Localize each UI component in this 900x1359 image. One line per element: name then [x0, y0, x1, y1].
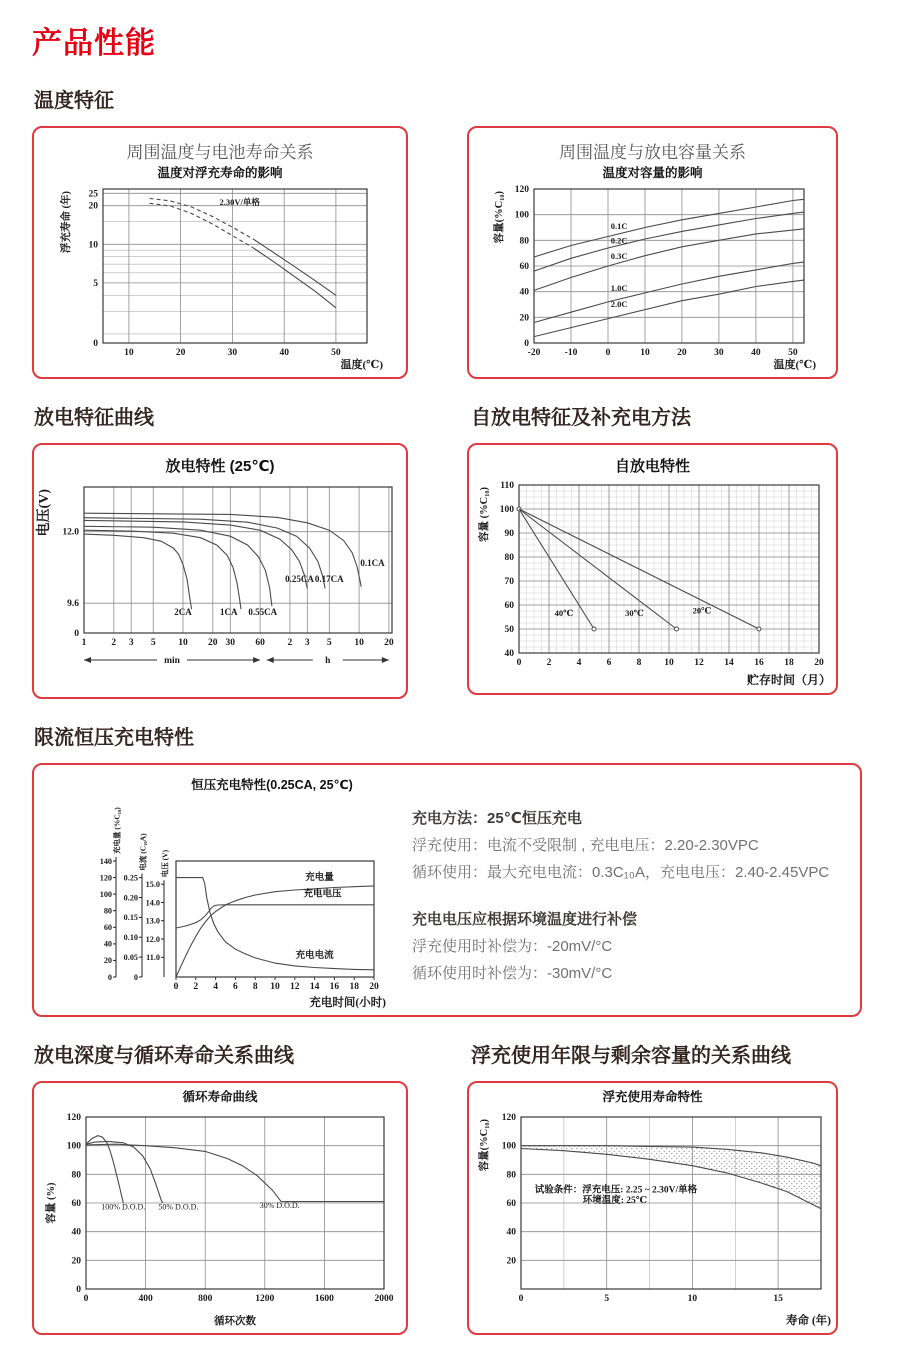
svg-text:80: 80: [519, 236, 529, 247]
svg-text:100: 100: [501, 1141, 516, 1152]
svg-text:2: 2: [193, 982, 199, 992]
svg-text:40℃: 40℃: [554, 607, 573, 618]
svg-text:60: 60: [103, 923, 112, 933]
svg-text:13.0: 13.0: [145, 916, 160, 926]
svg-text:16: 16: [753, 658, 764, 668]
svg-text:50: 50: [504, 625, 514, 635]
svg-text:0.10: 0.10: [123, 933, 138, 942]
svg-text:100: 100: [99, 889, 112, 899]
row-headings-life: [32, 1017, 865, 1081]
svg-text:20: 20: [175, 348, 186, 358]
charging-method-text: [412, 805, 829, 987]
svg-text:容量(%C₁₀): 容量(%C₁₀): [478, 1119, 490, 1172]
svg-text:18: 18: [349, 982, 359, 992]
svg-text:2: 2: [287, 638, 293, 648]
svg-text:11.0: 11.0: [146, 953, 160, 963]
svg-text:充电量 (%C₁₀): 充电量 (%C₁₀): [112, 807, 122, 854]
svg-text:10: 10: [124, 348, 134, 358]
charging-line: 循环使用时补偿为：-30mV/°C: [412, 965, 613, 982]
svg-text:20: 20: [676, 348, 687, 358]
chart-temp-capacity: [488, 181, 818, 373]
svg-text:0.20: 0.20: [123, 893, 138, 903]
svg-text:40: 40: [506, 1227, 516, 1238]
svg-text:800: 800: [198, 1294, 213, 1304]
svg-text:30℃: 30℃: [624, 607, 644, 618]
svg-text:容量 (%): 容量 (%): [46, 1182, 57, 1224]
svg-text:20: 20: [71, 1256, 81, 1267]
svg-text:120: 120: [99, 873, 112, 883]
box-title-temp-capacity: 周围温度与放电容量关系: [559, 143, 746, 162]
section-heading-discharge: 放电特征曲线: [34, 407, 154, 429]
svg-text:30: 30: [227, 348, 238, 358]
svg-text:电压(V): 电压(V): [37, 489, 52, 537]
svg-text:10: 10: [354, 638, 364, 648]
box-discharge-curves: [32, 443, 408, 699]
svg-text:2000: 2000: [374, 1294, 394, 1304]
chart-discharge-characteristics: [34, 475, 408, 693]
svg-text:20: 20: [103, 956, 112, 966]
svg-text:120: 120: [501, 1113, 516, 1123]
svg-text:0.55CA: 0.55CA: [248, 607, 278, 618]
section-heading-cycle-life: 放电深度与循环寿命关系曲线: [34, 1045, 294, 1067]
charging-line-spacer: [412, 886, 829, 906]
svg-text:1.0C: 1.0C: [610, 283, 627, 293]
svg-text:0.25: 0.25: [123, 873, 138, 883]
svg-text:0: 0: [76, 1285, 81, 1295]
svg-text:20: 20: [519, 313, 529, 324]
charging-line: 充电电压应根据环境温度进行补偿: [412, 911, 638, 928]
svg-text:20: 20: [88, 201, 98, 212]
svg-text:90: 90: [504, 529, 514, 539]
svg-text:40: 40: [750, 348, 761, 358]
svg-text:充电电压: 充电电压: [303, 889, 342, 900]
charging-chart-wrap: [52, 771, 388, 1011]
svg-text:60: 60: [71, 1199, 81, 1209]
svg-text:120: 120: [66, 1113, 81, 1123]
svg-text:100: 100: [499, 505, 514, 515]
box-cycle-life: [32, 1081, 408, 1335]
svg-text:3: 3: [128, 638, 134, 648]
svg-text:0: 0: [518, 1294, 523, 1304]
svg-text:2: 2: [546, 658, 551, 668]
svg-text:25: 25: [88, 189, 98, 200]
svg-text:环境温度: 25℃: 环境温度: 25℃: [582, 1196, 647, 1206]
svg-text:10: 10: [639, 348, 650, 358]
section-heading-charging: 限流恒压充电特性: [34, 727, 194, 749]
svg-text:80: 80: [504, 553, 514, 563]
svg-text:-20: -20: [527, 348, 540, 358]
svg-text:15.0: 15.0: [145, 880, 160, 889]
svg-text:电流 (C₁₀A): 电流 (C₁₀A): [138, 833, 148, 871]
svg-text:9.6: 9.6: [67, 599, 79, 610]
charging-line: 充电方法：25℃恒压充电: [412, 810, 582, 827]
svg-text:14.0: 14.0: [145, 898, 160, 908]
svg-text:60: 60: [255, 638, 265, 648]
svg-text:14: 14: [723, 658, 734, 668]
svg-text:0: 0: [133, 972, 138, 982]
box-float-life: [467, 1081, 838, 1335]
svg-text:60: 60: [506, 1199, 516, 1209]
svg-text:温度(℃): 温度(℃): [340, 359, 383, 371]
svg-text:循环次数: 循环次数: [214, 1316, 256, 1327]
svg-text:0: 0: [173, 982, 179, 992]
svg-text:1CA: 1CA: [220, 607, 238, 618]
svg-text:12: 12: [290, 982, 300, 992]
charging-line: 浮充使用：电流不受限制 , 充电电压：2.20-2.30VPC: [412, 837, 759, 854]
svg-text:30: 30: [713, 348, 724, 358]
svg-text:20: 20: [384, 638, 394, 648]
svg-text:20: 20: [813, 658, 824, 668]
chart-float-life: [473, 1105, 833, 1329]
svg-text:0.17CA: 0.17CA: [314, 573, 344, 584]
svg-text:浮充寿命 (年): 浮充寿命 (年): [61, 191, 72, 254]
box-temp-battery-life: [32, 126, 408, 379]
box-temp-capacity: [467, 126, 838, 379]
chart-title-cycle-life: 循环寿命曲线: [182, 1090, 258, 1104]
page-title: 产品性能: [32, 27, 156, 60]
svg-text:20: 20: [506, 1256, 516, 1267]
svg-text:14: 14: [309, 982, 320, 992]
svg-text:0.3C: 0.3C: [610, 250, 627, 261]
section-heading-float-life: 浮充使用年限与剩余容量的关系曲线: [471, 1045, 791, 1067]
svg-text:10: 10: [687, 1294, 697, 1304]
svg-text:70: 70: [504, 577, 514, 587]
svg-text:0: 0: [83, 1294, 89, 1304]
chart-title-temp-life: 温度对浮充寿命的影响: [157, 166, 283, 180]
svg-text:40: 40: [504, 649, 514, 659]
svg-text:-10: -10: [564, 348, 577, 358]
svg-text:0: 0: [523, 339, 529, 349]
svg-text:80: 80: [506, 1170, 516, 1181]
chart-temp-float-life: [55, 181, 385, 373]
svg-text:12: 12: [693, 658, 704, 668]
svg-text:110: 110: [499, 481, 514, 491]
svg-text:80: 80: [103, 906, 112, 916]
svg-text:40: 40: [519, 287, 529, 298]
svg-text:10: 10: [178, 638, 188, 648]
chart-title-charging: 恒压充电特性(0.25CA, 25℃): [191, 778, 353, 792]
chart-title-self-discharge: 自放电特性: [614, 458, 690, 475]
svg-text:20: 20: [369, 982, 379, 992]
svg-text:min: min: [164, 656, 180, 667]
svg-text:16: 16: [329, 982, 340, 992]
section-heading-self-discharge: 自放电特征及补充电方法: [471, 407, 691, 429]
svg-text:120: 120: [514, 185, 529, 195]
svg-text:18: 18: [783, 658, 794, 668]
svg-text:30% D.O.D.: 30% D.O.D.: [259, 1201, 300, 1210]
svg-text:试验条件：浮充电压: 2.25 ~ 2.30V/单格: 试验条件：浮充电压: 2.25 ~ 2.30V/单格: [534, 1185, 697, 1196]
svg-text:140: 140: [99, 856, 112, 866]
svg-text:50: 50: [787, 348, 798, 358]
svg-text:20℃: 20℃: [692, 605, 711, 616]
svg-text:容量(%C₁₀): 容量(%C₁₀): [493, 191, 505, 244]
svg-text:0: 0: [93, 339, 98, 349]
svg-text:12.0: 12.0: [145, 934, 160, 944]
svg-text:充电时间(小时): 充电时间(小时): [309, 997, 386, 1009]
row-headings-discharge: [32, 379, 865, 443]
svg-text:3: 3: [304, 638, 310, 648]
svg-text:5: 5: [93, 278, 98, 289]
chart-title-float-life: 浮充使用寿命特性: [602, 1090, 703, 1104]
section-heading-temperature: 温度特征: [34, 90, 114, 112]
svg-text:10: 10: [663, 658, 674, 668]
svg-text:0.2C: 0.2C: [610, 235, 627, 246]
chart-self-discharge: [473, 475, 833, 689]
chart-cycle-life: [40, 1105, 400, 1329]
svg-text:0.15: 0.15: [123, 913, 138, 923]
chart-constant-voltage-charging: [52, 793, 388, 1011]
svg-text:6: 6: [606, 658, 611, 668]
svg-text:400: 400: [138, 1294, 153, 1304]
svg-text:充电电流: 充电电流: [295, 950, 334, 961]
svg-text:2: 2: [111, 638, 117, 648]
svg-text:40: 40: [71, 1227, 81, 1238]
svg-text:4: 4: [213, 982, 218, 992]
svg-text:2CA: 2CA: [174, 607, 192, 618]
svg-text:h: h: [325, 656, 331, 667]
svg-text:0: 0: [74, 629, 79, 639]
svg-text:1: 1: [81, 638, 87, 648]
row-discharge: [32, 443, 865, 699]
svg-text:15: 15: [772, 1294, 783, 1304]
chart-title-discharge: 放电特性 (25℃): [165, 458, 275, 475]
svg-text:5: 5: [150, 638, 156, 648]
box-self-discharge: [467, 443, 838, 695]
svg-text:0: 0: [605, 348, 610, 358]
svg-text:寿命 (年): 寿命 (年): [785, 1315, 831, 1327]
svg-text:1600: 1600: [314, 1294, 334, 1304]
box-title-temp-life: 周围温度与电池寿命关系: [126, 143, 314, 162]
svg-text:20: 20: [208, 638, 218, 648]
svg-text:50: 50: [331, 348, 341, 358]
svg-text:2.30V/单格: 2.30V/单格: [219, 196, 260, 207]
row-life: [32, 1081, 865, 1335]
chart-title-temp-capacity: 温度对容量的影响: [602, 166, 703, 180]
svg-text:电压 (V): 电压 (V): [160, 849, 170, 878]
svg-text:12.0: 12.0: [62, 527, 79, 538]
svg-text:充电量: 充电量: [305, 873, 334, 884]
svg-text:0.1CA: 0.1CA: [360, 558, 385, 568]
svg-text:50% D.O.D.: 50% D.O.D.: [158, 1202, 199, 1212]
svg-text:5: 5: [603, 1294, 609, 1304]
svg-text:10: 10: [88, 240, 98, 251]
svg-text:30: 30: [225, 638, 236, 648]
svg-text:60: 60: [519, 262, 529, 272]
svg-text:6: 6: [233, 982, 238, 992]
svg-text:温度(℃): 温度(℃): [772, 359, 816, 371]
svg-text:100% D.O.D.: 100% D.O.D.: [101, 1202, 146, 1212]
svg-text:60: 60: [504, 601, 514, 611]
charging-line: 浮充使用时补偿为：-20mV/°C: [412, 938, 613, 955]
svg-text:8: 8: [636, 658, 641, 668]
svg-text:0: 0: [516, 658, 521, 668]
svg-text:贮存时间（月）: 贮存时间（月）: [746, 673, 831, 687]
svg-text:容量 (%C₁₀): 容量 (%C₁₀): [478, 487, 490, 542]
svg-text:5: 5: [326, 638, 332, 648]
svg-text:100: 100: [66, 1141, 81, 1152]
svg-text:0.05: 0.05: [123, 952, 138, 962]
box-charging: [32, 763, 862, 1017]
svg-text:10: 10: [270, 982, 280, 992]
svg-text:1200: 1200: [255, 1294, 275, 1304]
svg-text:0.25CA: 0.25CA: [285, 573, 314, 584]
charging-line: 循环使用：最大充电电流：0.3C₁₀A，充电电压：2.40-2.45VPC: [412, 864, 830, 881]
svg-text:0: 0: [107, 972, 112, 982]
svg-text:100: 100: [514, 210, 529, 221]
row-temperature: [32, 126, 865, 379]
svg-text:0.1C: 0.1C: [610, 220, 627, 231]
svg-text:8: 8: [252, 982, 258, 992]
svg-text:2.0C: 2.0C: [610, 299, 627, 310]
svg-text:40: 40: [279, 348, 289, 358]
svg-text:4: 4: [576, 658, 581, 668]
svg-text:40: 40: [103, 939, 112, 949]
svg-text:80: 80: [71, 1170, 81, 1181]
